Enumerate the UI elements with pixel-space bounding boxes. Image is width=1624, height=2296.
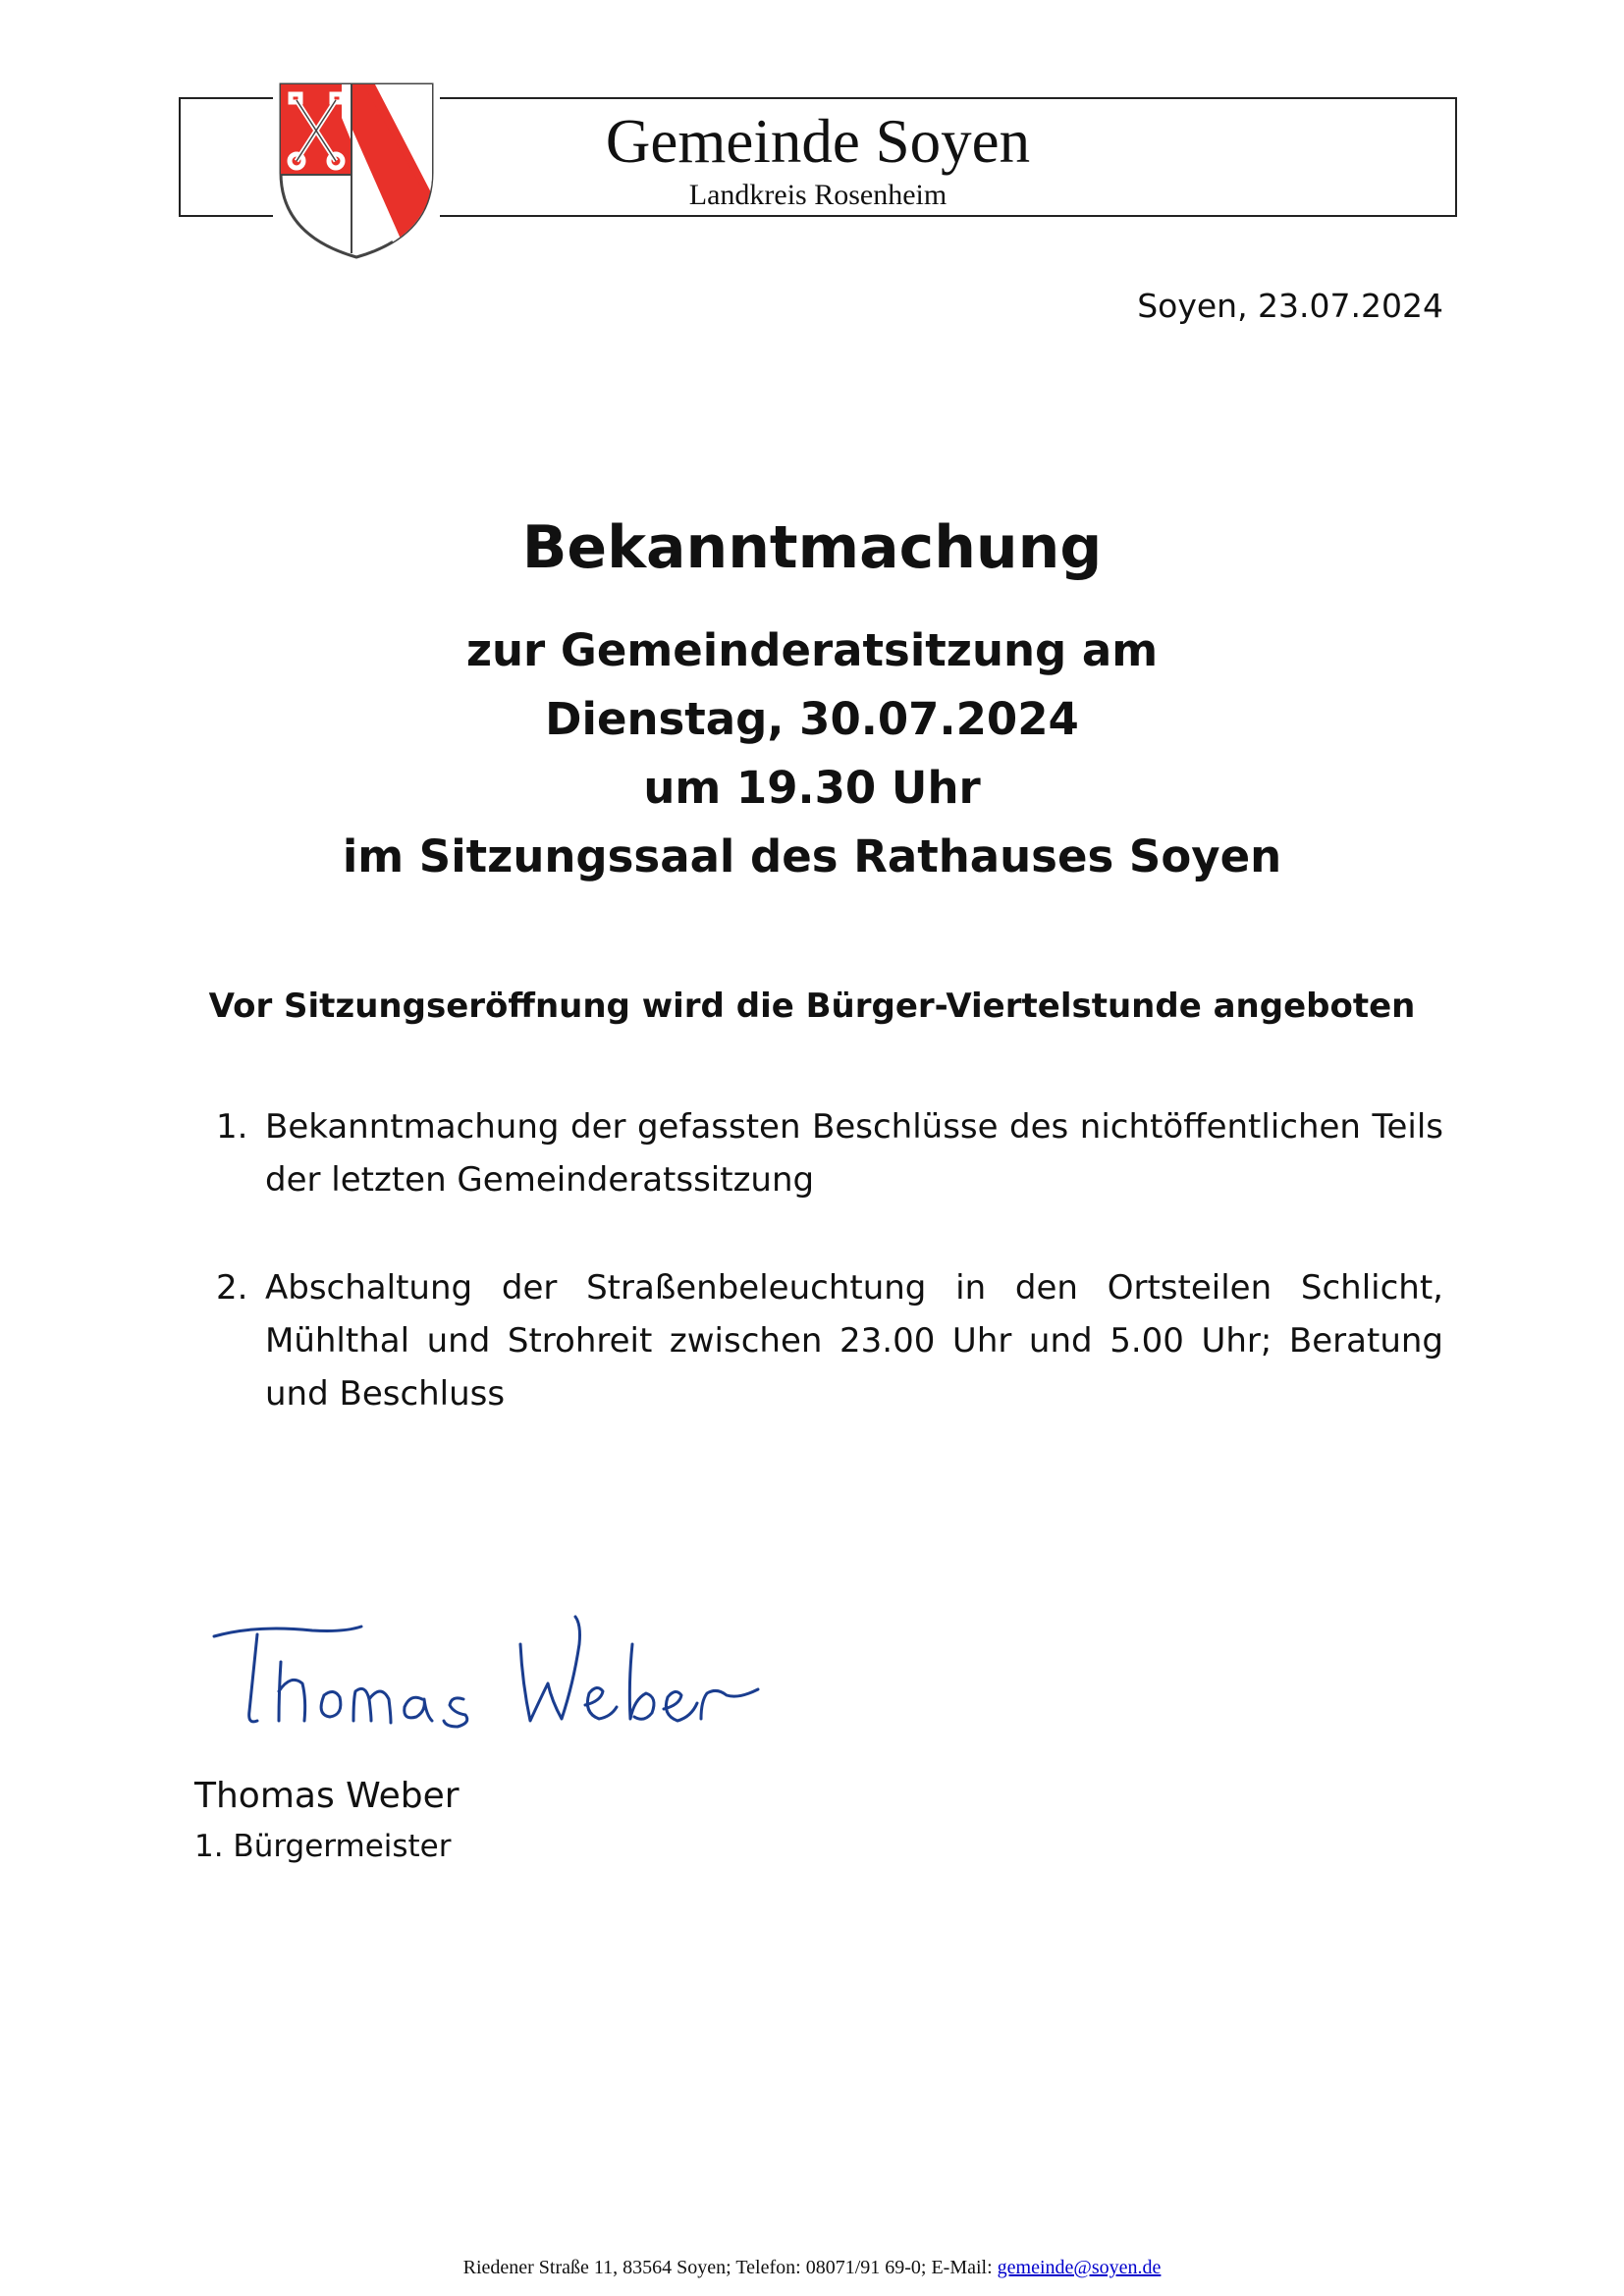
document-title: Bekanntmachung — [521, 513, 1103, 582]
signer-name: Thomas Weber — [194, 1776, 460, 1816]
footer-email-link[interactable]: gemeinde@soyen.de — [997, 2257, 1162, 2278]
footer-address: Riedener Straße 11, 83564 Soyen; Telefon: 08071/91 69-0; E-Mail: — [462, 2257, 998, 2278]
meeting-location: im Sitzungssaal des Rathauses Soyen — [342, 830, 1282, 882]
footer-contact — [0, 2255, 1624, 2280]
agenda-item-text: Abschaltung der Straßenbeleuchtung in den Ortsteilen Schlicht, Mühlthal und Strohreit zwischen 23.00 Uhr und 5.00 Uhr; Beratung und Beschluss — [265, 1268, 1443, 1414]
agenda-item — [216, 1100, 1443, 1206]
organization-district: Landkreis Rosenheim — [688, 179, 947, 211]
agenda-item — [216, 1261, 1443, 1420]
agenda-item-text: Bekanntmachung der gefassten Beschlüsse des nichtöffentlichen Teils der letzten Gemeinderatssitzung — [265, 1107, 1443, 1200]
agenda-item-number: 2. — [216, 1268, 248, 1308]
citizen-quarter-hour-note: Vor Sitzungseröffnung wird die Bürger-Viertelstunde angeboten — [208, 987, 1416, 1026]
document-date: Soyen, 23.07.2024 — [1137, 287, 1443, 325]
coat-of-arms-icon — [273, 79, 440, 261]
meeting-date: Dienstag, 30.07.2024 — [545, 693, 1079, 745]
organization-name: Gemeinde Soyen — [605, 107, 1031, 176]
agenda-item-number: 1. — [216, 1107, 248, 1147]
meeting-line-intro: zur Gemeinderatsitzung am — [465, 624, 1159, 676]
handwritten-signature — [196, 1605, 785, 1747]
meeting-details — [0, 616, 1624, 891]
meeting-time: um 19.30 Uhr — [643, 762, 981, 814]
signer-role: 1. Bürgermeister — [194, 1829, 452, 1864]
